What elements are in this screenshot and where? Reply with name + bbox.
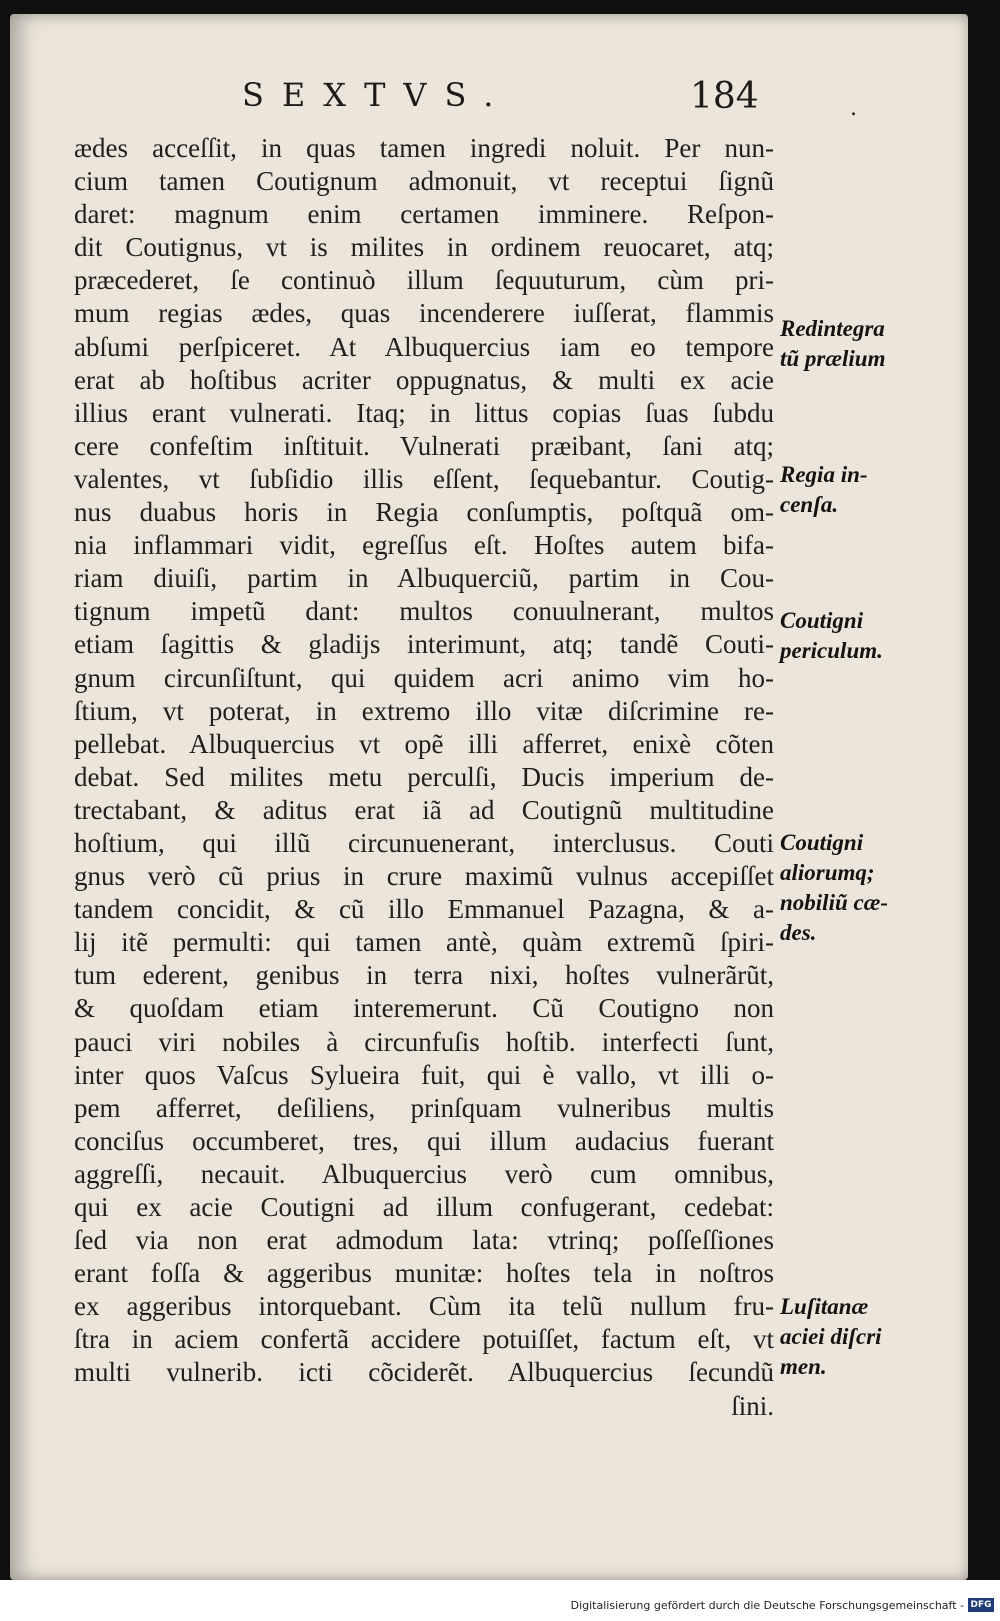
text-line: daret: magnum enim certamen imminere. Reſpon- xyxy=(74,199,774,230)
marginal-line: nobiliũ cæ- xyxy=(780,890,888,915)
marginal-note-redintegratum xyxy=(780,314,910,374)
text-line: gnum circunſiſtunt, qui quidem acri animo vim ho- xyxy=(74,662,774,693)
marginal-line: tũ prælium xyxy=(780,346,886,371)
text-line: mum regias ædes, quas incenderere iuſſerat, flammis xyxy=(74,298,774,329)
marginal-line: aciei diſcri xyxy=(780,1324,882,1349)
marginal-line: cenſa. xyxy=(780,492,839,517)
marginal-line: Luſitanæ xyxy=(780,1294,869,1319)
text-line: riam diuiſi, partim in Albuquerciũ, partim in Cou- xyxy=(74,563,774,594)
body-text xyxy=(74,132,774,1423)
text-line: abſumi perſpiceret. At Albuquercius iam eo tempore xyxy=(74,331,774,362)
text-line: erant foſſa & aggeribus munitæ: hoſtes tela in noſtros xyxy=(74,1258,774,1289)
text-line: conciſus occumberet, tres, qui illum audacius fuerant xyxy=(74,1125,774,1156)
text-line: ædes acceſſit, in quas tamen ingredi noluit. Per nun- xyxy=(74,133,774,163)
text-line: nus duabus horis in Regia conſumptis, poſtquã om- xyxy=(74,497,774,528)
marginal-line: men. xyxy=(780,1354,827,1379)
text-line: debat. Sed milites metu perculſi, Ducis imperium de- xyxy=(74,761,774,792)
text-line: valentes, vt ſubſidio illis eſſent, ſequebantur. Coutig- xyxy=(74,463,774,494)
funding-credit: Digitalisierung gefördert durch die Deutsche Forschungsgemeinschaft - xyxy=(570,1599,964,1612)
text-line: inter quos Vaſcus Sylueira fuit, qui è vallo, vt illi o- xyxy=(74,1059,774,1090)
text-line: ſtra in aciem confertã accidere potuiſſet, factum eſt, vt xyxy=(74,1324,774,1355)
text-line: ſtium, vt poterat, in extremo illo vitæ diſcrimine re- xyxy=(74,695,774,726)
text-line: cium tamen Coutignum admonuit, vt receptui ſignũ xyxy=(74,166,774,197)
running-head: SEXTVS. xyxy=(242,76,512,114)
marginal-note-coutigni-caedes xyxy=(780,828,910,948)
page-header xyxy=(10,76,968,126)
marginal-line: Redintegra xyxy=(780,316,885,341)
digitization-footer xyxy=(0,1598,1000,1621)
marginal-line: Regia in- xyxy=(780,462,868,487)
text-line: tum ederent, genibus in terra nixi, hoſtes vulnerãrũt, xyxy=(74,960,774,991)
book-page xyxy=(10,14,968,1580)
text-line: trectabant, & aditus erat iã ad Coutignũ multitudine xyxy=(74,794,774,825)
marginal-note-coutigni-periculum xyxy=(780,606,910,666)
text-line: nia inflammari vidit, egreſſus eſt. Hoſtes autem bifa- xyxy=(74,530,774,561)
text-line: dit Coutignus, vt is milites in ordinem reuocaret, atq; xyxy=(74,232,774,263)
stray-mark: . xyxy=(850,96,857,121)
dfg-logo: DFG xyxy=(968,1598,994,1612)
marginal-line: aliorumq; xyxy=(780,860,875,885)
marginal-note-lusitanae-aciei xyxy=(780,1292,910,1382)
text-line: hoſtium, qui illũ circunuenerant, interclusus. Couti xyxy=(74,827,774,858)
text-line: gnus verò cũ prius in crure maximũ vulnus accepiſſet xyxy=(74,861,774,892)
marginal-line: des. xyxy=(780,920,817,945)
text-line: pauci viri nobiles à circunfuſis hoſtib. interfecti ſunt, xyxy=(74,1026,774,1057)
text-line: ſed via non erat admodum lata: vtrinq; poſſeſſiones xyxy=(74,1225,774,1256)
text-line: illius erant vulnerati. Itaq; in littus copias ſuas ſubdu xyxy=(74,397,774,428)
marginal-note-regia-incensa xyxy=(780,460,910,520)
text-line: ex aggeribus intorquebant. Cùm ita telũ nullum fru- xyxy=(74,1291,774,1322)
text-line: ſini. xyxy=(731,1390,774,1421)
text-line: qui ex acie Coutigni ad illum confugerant, cedebat: xyxy=(74,1192,774,1222)
text-line: tignum impetũ dant: multos conuulnerant, multos xyxy=(74,596,774,627)
text-line: aggreſſi, necauit. Albuquercius verò cum omnibus, xyxy=(74,1158,774,1189)
text-line: multi vulnerib. icti cõciderẽt. Albuquercius ſecundũ xyxy=(74,1357,774,1388)
page-number: 184 xyxy=(690,76,759,117)
text-line: & quoſdam etiam interemerunt. Cũ Coutigno non xyxy=(74,993,774,1024)
text-line: præcederet, ſe continuò illum ſequuturum, cùm pri- xyxy=(74,265,774,296)
text-line: etiam ſagittis & gladijs interimunt, atq; tandẽ Couti- xyxy=(74,629,774,660)
text-line: tandem concidit, & cũ illo Emmanuel Pazagna, & a- xyxy=(74,894,774,925)
marginal-line: Coutigni xyxy=(780,830,864,855)
text-line: lij itẽ permulti: qui tamen antè, quàm extremũ ſpiri- xyxy=(74,927,774,958)
text-line: cere confeſtim inſtituit. Vulnerati præibant, ſani atq; xyxy=(74,430,774,461)
text-line: pem afferret, deſiliens, prinſquam vulneribus multis xyxy=(74,1092,774,1123)
text-line: erat ab hoſtibus acriter oppugnatus, & multi ex acie xyxy=(74,364,774,395)
text-line: pellebat. Albuquercius vt opẽ illi afferret, enixè cõten xyxy=(74,728,774,759)
marginal-line: periculum. xyxy=(780,638,883,663)
marginal-line: Coutigni xyxy=(780,608,864,633)
